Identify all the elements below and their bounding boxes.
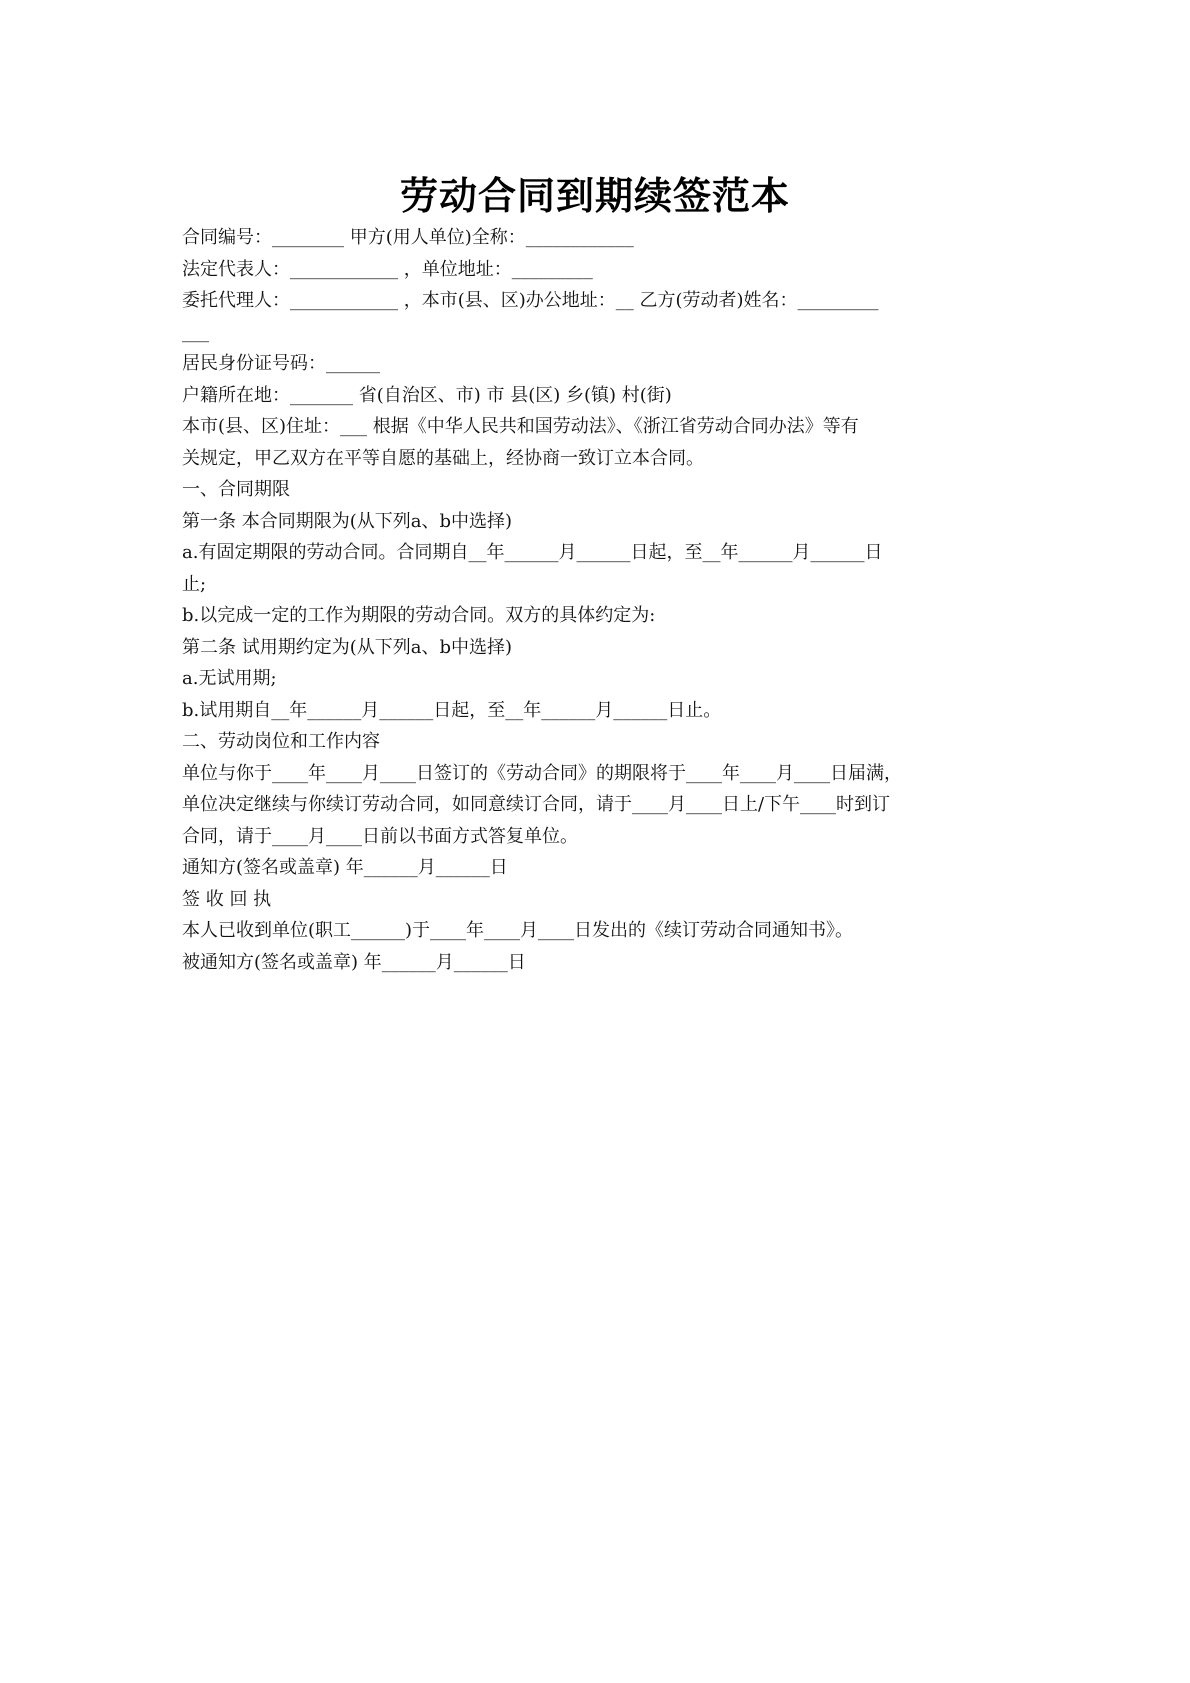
renewal-notice-line-2: 单位决定继续与你续订劳动合同，如同意续订合同，请于____月____日上/下午____时到订 — [182, 794, 891, 815]
renewal-notice-line-1: 单位与你于____年____月____日签订的《劳动合同》的期限将于____年____月____日届满， — [182, 762, 902, 784]
article-2-option-b: b.试用期自__年______月______日起，至__年______月______日止。 — [182, 699, 722, 721]
entrusted-agent-line: 委托代理人：____________ ，本市(县、区)办公地址：__ 乙方(劳动者)姓名：_________ — [182, 290, 879, 311]
section-heading-contract-term: 一、合同期限 — [182, 479, 290, 500]
article-2-heading: 第二条 试用期约定为(从下列a、b中选择) — [182, 636, 513, 658]
entrusted-agent-line-wrap: ___ — [182, 321, 209, 343]
legal-representative-line: 法定代表人：____________ ，单位地址：_________ — [182, 258, 593, 280]
article-1-option-b: b.以完成一定的工作为期限的劳动合同。双方的具体约定为: — [182, 605, 656, 626]
notified-signature-line: 被通知方(签名或盖章) 年______月______日 — [182, 951, 526, 973]
address-basis-line: 本市(县、区)住址：___ 根据《中华人民共和国劳动法》、《浙江省劳动合同办法》等有 — [182, 416, 859, 437]
document-title: 劳动合同到期续签范本 — [399, 174, 790, 218]
article-1-option-a-wrap: 止; — [182, 573, 207, 595]
renewal-notice-line-3: 合同，请于____月____日前以书面方式答复单位。 — [182, 825, 578, 847]
document-body — [182, 222, 1018, 978]
contract-number-line: 合同编号：________ 甲方(用人单位)全称：____________ — [182, 227, 634, 248]
section-heading-job-position: 二、劳动岗位和工作内容 — [182, 731, 380, 752]
notifier-signature-line: 通知方(签名或盖章) 年______月______日 — [182, 857, 508, 878]
agreement-basis-line: 关规定，甲乙双方在平等自愿的基础上，经协商一致订立本合同。 — [182, 447, 704, 469]
receipt-confirmation-line: 本人已收到单位(职工______)于____年____月____日发出的《续订劳动合同通知书》。 — [182, 920, 854, 941]
article-1-option-a: a.有固定期限的劳动合同。合同期自__年______月______日起，至__年______月______日 — [182, 542, 883, 563]
article-2-option-a: a.无试用期; — [182, 668, 277, 689]
receipt-heading: 签 收 回 执 — [182, 888, 272, 910]
article-1-heading: 第一条 本合同期限为(从下列a、b中选择) — [182, 510, 513, 532]
household-registration-line: 户籍所在地：_______ 省(自治区、市) 市 县(区) 乡(镇) 村(街) — [182, 384, 672, 406]
id-number-line: 居民身份证号码：______ — [182, 353, 380, 374]
